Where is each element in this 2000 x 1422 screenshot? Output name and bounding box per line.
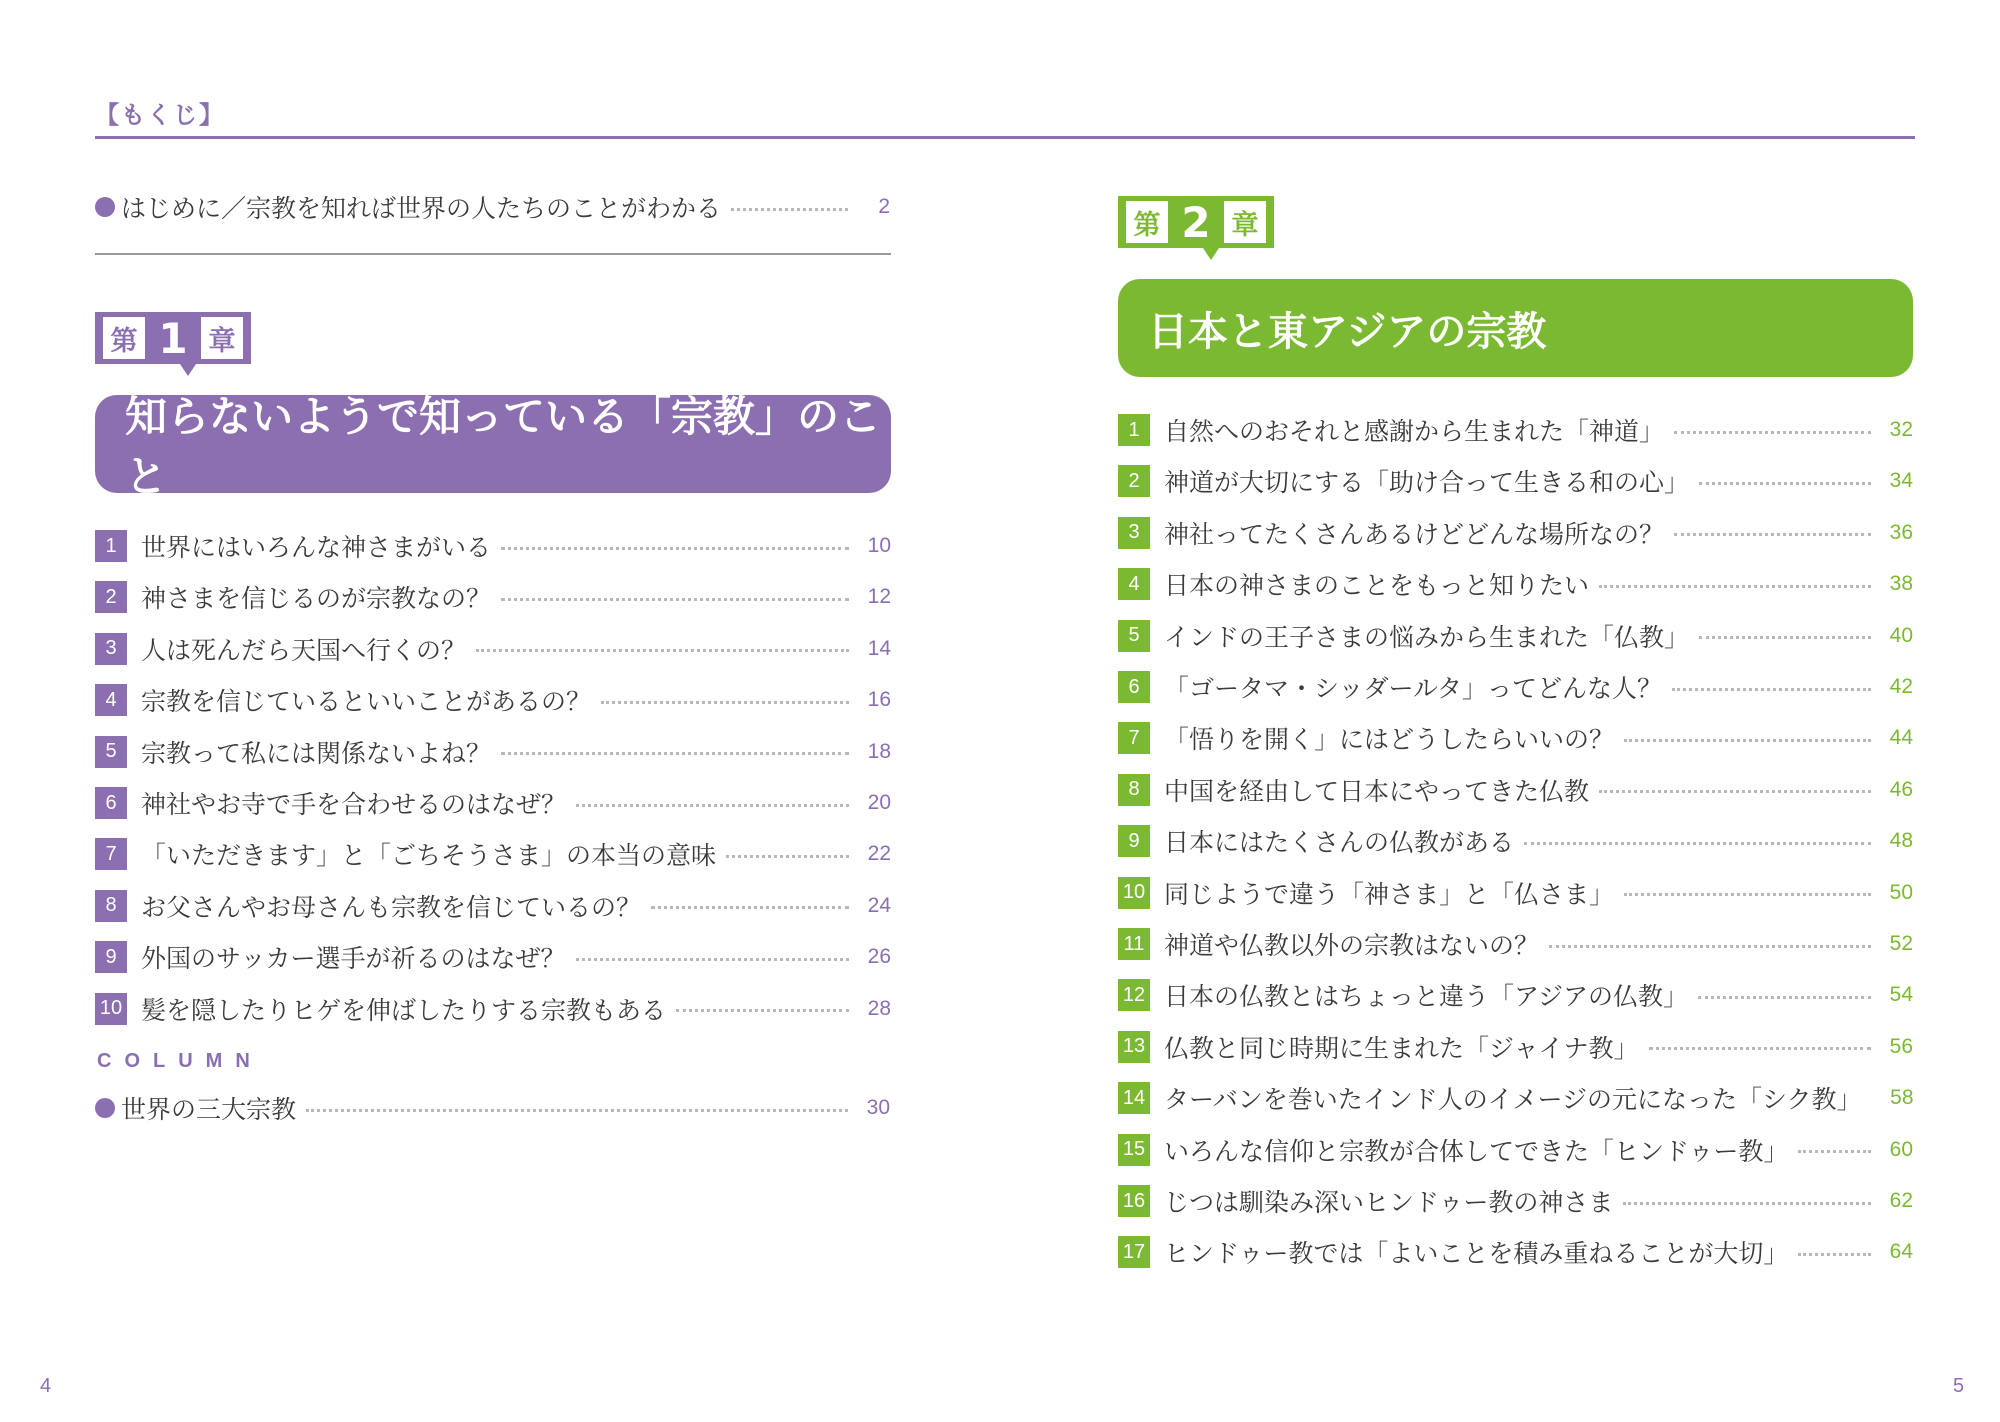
toc-entry-number: 9 [95, 941, 127, 973]
leader-dots [1549, 945, 1871, 948]
toc-entry-label: 中国を経由して日本にやってきた仏教 [1164, 776, 1590, 806]
toc-heading: 【もくじ】 [95, 101, 225, 129]
toc-entry-label: 日本にはたくさんの仏教がある [1164, 828, 1515, 858]
toc-entry-label: 人は死んだら天国へ行くの？ [141, 635, 467, 665]
toc-entry-label: 「いただきます」と「ごちそうさま」の本当の意味 [141, 841, 717, 871]
leader-dots [476, 649, 849, 652]
leader-dots [1674, 431, 1871, 434]
toc-entry[interactable] [1118, 820, 1913, 862]
toc-entry-label: いろんな信仰と宗教が合体してできた「ヒンドゥー教」 [1164, 1136, 1789, 1166]
toc-entry-page: 12 [867, 585, 891, 609]
chapter1-tag-suffix: 章 [201, 317, 243, 359]
toc-entry-label: ターバンを巻いたインド人のイメージの元になった「シク教」 [1164, 1085, 1862, 1115]
intro-label: はじめに／宗教を知れば世界の人たちのことがわかる [121, 194, 722, 223]
leader-dots [501, 752, 849, 755]
toc-entry-label: 日本の仏教とはちょっと違う「アジアの仏教」 [1164, 982, 1689, 1012]
intro-entry[interactable] [95, 186, 890, 228]
toc-entry-label: 「ゴータマ・シッダールタ」ってどんな人？ [1164, 674, 1663, 703]
toc-entry-number: 1 [95, 530, 127, 562]
toc-entry-label: 神さまを信じるのが宗教なの？ [141, 584, 492, 614]
toc-entry-number: 4 [95, 684, 127, 716]
bullet-icon [95, 1098, 115, 1118]
leader-dots [576, 958, 849, 961]
leader-dots [1624, 739, 1871, 742]
leader-dots [1798, 1150, 1871, 1153]
toc-entry[interactable] [95, 936, 891, 978]
leader-dots [1623, 1202, 1871, 1205]
chapter2-tag-suffix: 章 [1224, 201, 1266, 243]
toc-entry[interactable] [1118, 717, 1913, 759]
toc-entry-number: 12 [1118, 979, 1150, 1011]
toc-entry-number: 4 [1118, 568, 1150, 600]
toc-entry-label: 宗教を信じているといいことがあるの？ [141, 687, 592, 717]
chapter1-tag [95, 312, 251, 364]
page-number-left: 4 [40, 1375, 52, 1397]
leader-dots [601, 701, 849, 704]
leader-dots [501, 547, 849, 550]
toc-entry[interactable] [95, 833, 891, 875]
toc-entry[interactable] [1118, 615, 1913, 657]
toc-entry[interactable] [95, 731, 891, 773]
toc-entry[interactable] [95, 782, 891, 824]
toc-entry-label: 「悟りを開く」にはどうしたらいいの？ [1164, 725, 1615, 755]
chapter1-tag-number: 1 [158, 313, 188, 363]
toc-entry-page: 50 [1889, 880, 1913, 904]
toc-entry-label: 神社やお寺で手を合わせるのはなぜ？ [141, 790, 567, 819]
toc-entry-number: 3 [1118, 517, 1150, 549]
leader-dots [1599, 790, 1871, 793]
toc-entry-number: 15 [1118, 1134, 1150, 1166]
chapter2-tag-pointer [1203, 248, 1219, 260]
toc-entry[interactable] [1118, 923, 1913, 965]
toc-entry-label: 世界にはいろんな神さまがいる [141, 533, 492, 562]
toc-entry-number: 7 [95, 838, 127, 870]
toc-entry[interactable] [95, 988, 891, 1030]
toc-entry[interactable] [95, 628, 891, 670]
toc-entry[interactable] [1118, 974, 1913, 1016]
toc-entry-number: 9 [1118, 825, 1150, 857]
toc-entry-label: 日本の神さまのことをもっと知りたい [1164, 571, 1590, 601]
toc-entry-number: 2 [1118, 465, 1150, 497]
toc-entry-number: 2 [95, 581, 127, 613]
toc-entry-page: 52 [1889, 932, 1913, 955]
toc-entry-page: 18 [867, 739, 891, 763]
toc-entry-number: 6 [95, 787, 127, 819]
toc-entry-label: 自然へのおそれと感謝から生まれた「神道」 [1164, 417, 1665, 446]
toc-entry-page: 48 [1889, 829, 1913, 853]
header-rule [95, 136, 1915, 139]
column-page: 30 [866, 1096, 890, 1119]
leader-dots [1798, 1253, 1871, 1256]
toc-entry-number: 17 [1118, 1236, 1150, 1268]
leader-dots [726, 855, 849, 858]
leader-dots [501, 598, 849, 601]
toc-entry-label: 髪を隠したりヒゲを伸ばしたりする宗教もある [141, 995, 667, 1025]
toc-entry-label: じつは馴染み深いヒンドゥー教の神さま [1164, 1188, 1614, 1217]
toc-entry-page: 26 [867, 945, 891, 969]
column-label: 世界の三大宗教 [121, 1095, 297, 1124]
toc-entry-page: 32 [1889, 418, 1913, 441]
toc-entry-page: 42 [1889, 675, 1913, 698]
toc-entry-page: 20 [867, 791, 891, 814]
toc-entry[interactable] [95, 679, 891, 721]
leader-dots [1599, 585, 1871, 588]
toc-entry-page: 54 [1889, 983, 1913, 1007]
toc-entry-page: 44 [1889, 726, 1913, 750]
leader-dots [1524, 842, 1871, 845]
bullet-icon [95, 197, 115, 217]
toc-entry-page: 58 [1890, 1086, 1914, 1110]
toc-entry-page: 46 [1889, 777, 1913, 801]
chapter2-title: 日本と東アジアの宗教 [1118, 279, 1913, 377]
toc-entry-page: 38 [1889, 572, 1913, 596]
intro-page: 2 [878, 195, 890, 218]
toc-entry[interactable] [1118, 1180, 1913, 1222]
toc-entry-page: 40 [1889, 623, 1913, 647]
toc-entry-number: 3 [95, 633, 127, 665]
leader-dots [1672, 688, 1871, 691]
toc-entry-label: ヒンドゥー教では「よいことを積み重ねることが大切」 [1164, 1239, 1789, 1269]
leader-dots [1649, 1047, 1871, 1050]
toc-entry-page: 36 [1889, 520, 1913, 544]
leader-dots [731, 208, 848, 211]
toc-entry-number: 5 [1118, 620, 1150, 652]
leader-dots [1699, 482, 1871, 485]
toc-entry-number: 11 [1118, 928, 1150, 960]
toc-entry-label: 神道が大切にする「助け合って生きる和の心」 [1164, 468, 1690, 498]
toc-entry[interactable] [1118, 1077, 1913, 1119]
toc-entry-page: 60 [1889, 1137, 1913, 1161]
toc-entry[interactable] [1118, 563, 1913, 605]
toc-entry-number: 10 [95, 993, 127, 1025]
toc-entry-label: 仏教と同じ時期に生まれた「ジャイナ教」 [1164, 1033, 1639, 1063]
toc-entry[interactable] [95, 885, 891, 927]
toc-entry-number: 8 [95, 890, 127, 922]
toc-entry[interactable] [1118, 1026, 1913, 1068]
chapter1-tag-pointer [180, 364, 196, 376]
toc-entry-label: 神社ってたくさんあるけどどんな場所なの？ [1164, 519, 1665, 549]
toc-entry-label: 神道や仏教以外の宗教はないの？ [1164, 931, 1540, 960]
toc-entry-page: 62 [1889, 1189, 1913, 1212]
leader-dots [306, 1109, 848, 1112]
leader-dots [1699, 636, 1871, 639]
toc-entry-number: 6 [1118, 671, 1150, 703]
toc-entry-number: 13 [1118, 1031, 1150, 1063]
leader-dots [676, 1009, 849, 1012]
toc-entry[interactable] [1118, 1231, 1913, 1273]
divider [95, 253, 891, 255]
toc-entry-number: 8 [1118, 774, 1150, 806]
chapter2-tag-number: 2 [1181, 197, 1211, 247]
leader-dots [576, 804, 849, 807]
toc-entry-number: 7 [1118, 722, 1150, 754]
toc-entry-page: 14 [867, 636, 891, 660]
toc-entry-page: 24 [867, 893, 891, 917]
toc-entry[interactable] [1118, 460, 1913, 502]
chapter2-tag [1118, 196, 1274, 248]
toc-entry-label: 同じようで違う「神さま」と「仏さま」 [1164, 879, 1615, 909]
chapter1-title: 知らないようで知っている「宗教」のこと [95, 395, 891, 493]
toc-entry[interactable] [1118, 666, 1913, 708]
toc-entry-page: 56 [1889, 1034, 1913, 1058]
toc-entry-number: 10 [1118, 877, 1150, 909]
leader-dots [1698, 996, 1871, 999]
chapter1-tag-prefix: 第 [103, 317, 145, 359]
toc-entry-page: 28 [867, 996, 891, 1020]
toc-entry-page: 10 [867, 534, 891, 557]
toc-entry-number: 14 [1118, 1082, 1150, 1114]
toc-entry-page: 22 [867, 842, 891, 866]
column-entry[interactable] [95, 1087, 890, 1129]
leader-dots [1624, 893, 1871, 896]
toc-entry[interactable] [1118, 512, 1913, 554]
column-heading: COLUMN [97, 1050, 263, 1072]
chapter2-tag-prefix: 第 [1126, 201, 1168, 243]
toc-entry[interactable] [1118, 409, 1913, 451]
toc-entry-page: 34 [1889, 469, 1913, 493]
toc-entry-number: 16 [1118, 1185, 1150, 1217]
toc-entry-label: お父さんやお母さんも宗教を信じているの？ [141, 892, 642, 922]
leader-dots [1674, 533, 1871, 536]
page-number-right: 5 [1953, 1375, 1965, 1397]
toc-entry-label: インドの王子さまの悩みから生まれた「仏教」 [1164, 622, 1690, 652]
toc-entry[interactable] [95, 525, 891, 567]
toc-entry-number: 5 [95, 736, 127, 768]
toc-entry-page: 64 [1889, 1240, 1913, 1264]
leader-dots [651, 906, 849, 909]
toc-entry[interactable] [1118, 872, 1913, 914]
toc-entry-number: 1 [1118, 414, 1150, 446]
toc-entry-label: 宗教って私には関係ないよね？ [141, 738, 492, 768]
toc-entry[interactable] [1118, 1129, 1913, 1171]
toc-entry-page: 16 [867, 688, 891, 712]
toc-entry[interactable] [1118, 769, 1913, 811]
toc-entry-label: 外国のサッカー選手が祈るのはなぜ？ [141, 944, 566, 974]
toc-entry[interactable] [95, 576, 891, 618]
